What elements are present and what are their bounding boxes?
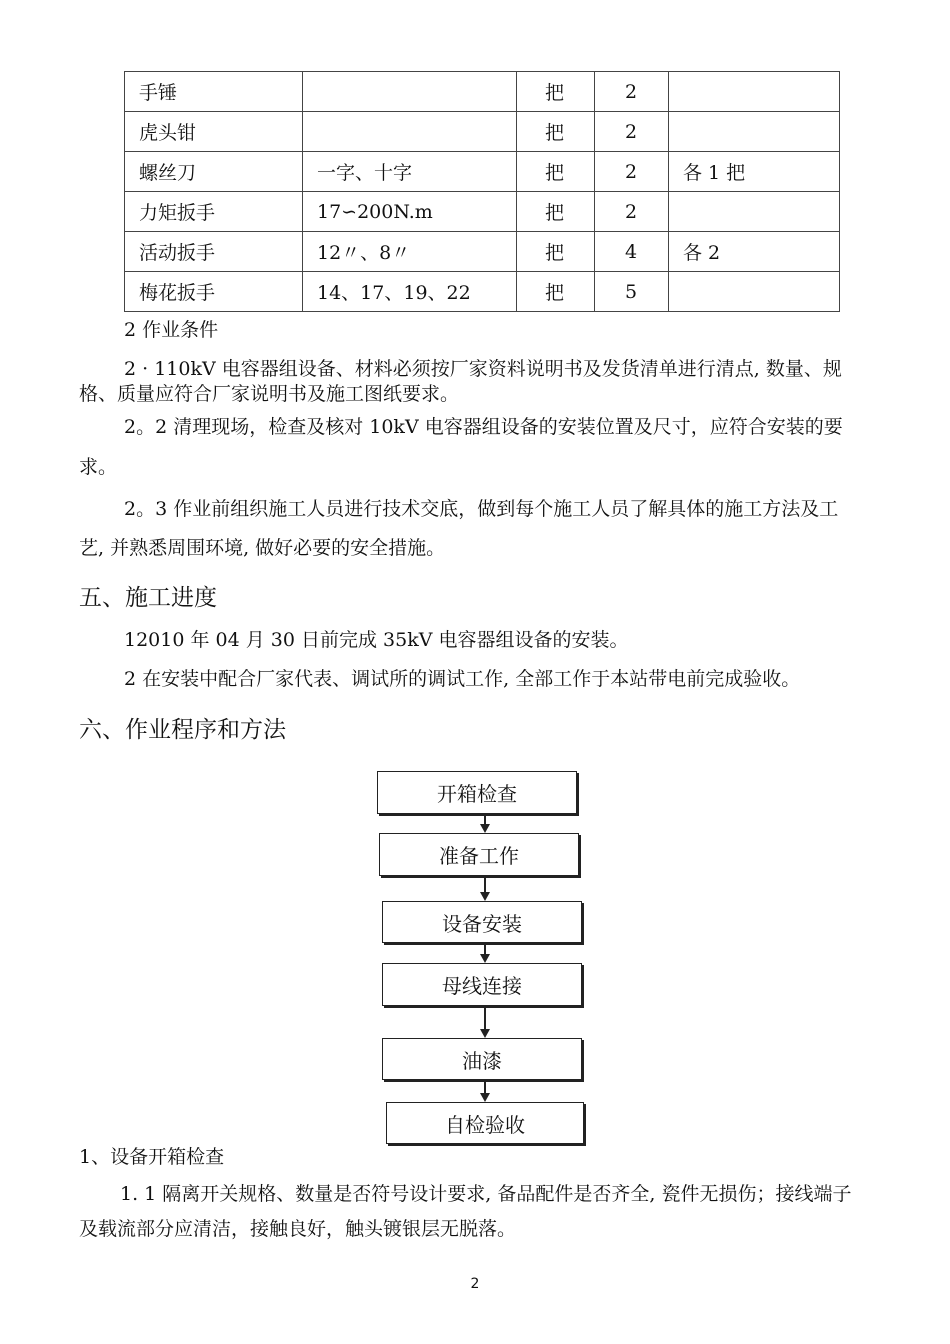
cell-spec — [303, 112, 517, 152]
inspection-1-1-line1: 1. 1 隔离开关规格、数量是否符号设计要求, 备品配件是否齐全, 瓷件无损伤；接线端子 — [120, 1183, 852, 1205]
table-row — [125, 152, 840, 192]
cell-name: 梅花扳手 — [125, 272, 303, 312]
cell-name: 虎头钳 — [125, 112, 303, 152]
table-row — [125, 232, 840, 272]
condition-2-1-line2: 格、质量应符合厂家说明书及施工图纸要求。 — [79, 383, 460, 405]
procedure-heading: 六、作业程序和方法 — [79, 717, 286, 743]
condition-2-1-line1: 2 · 110kV 电容器组设备、材料必须按厂家资料说明书及发货清单进行清点, 数量、规 — [124, 358, 842, 380]
cell-spec: 一字、十字 — [303, 152, 517, 192]
cell-qty: 5 — [595, 272, 669, 312]
flow-step: 油漆 — [382, 1038, 582, 1080]
cell-qty: 2 — [595, 72, 669, 112]
progress-heading: 五、施工进度 — [79, 585, 217, 611]
arrow-down-icon — [480, 954, 490, 963]
arrow-down-icon — [480, 1093, 490, 1102]
cell-qty: 4 — [595, 232, 669, 272]
cell-note — [669, 192, 840, 232]
condition-2-3-line1: 2。3 作业前组织施工人员进行技术交底，做到每个施工人员了解具体的施工方法及工 — [124, 498, 839, 520]
flow-step: 母线连接 — [382, 963, 582, 1006]
cell-spec: 12〃、8〃 — [303, 232, 517, 272]
progress-item-1: 12010 年 04 月 30 日前完成 35kV 电容器组设备的安装。 — [124, 629, 629, 651]
cell-note — [669, 72, 840, 112]
inspection-heading: 1、设备开箱检查 — [79, 1146, 225, 1168]
cell-spec: 14、17、19、22 — [303, 272, 517, 312]
cell-unit: 把 — [517, 152, 595, 192]
flow-step: 设备安装 — [382, 901, 582, 943]
cell-note — [669, 272, 840, 312]
cell-qty: 2 — [595, 112, 669, 152]
cell-name: 活动扳手 — [125, 232, 303, 272]
flow-step: 准备工作 — [379, 833, 579, 876]
cell-name: 手锤 — [125, 72, 303, 112]
page-number: 2 — [470, 1276, 480, 1292]
cell-spec: 17∽200N.m — [303, 192, 517, 232]
condition-2-3-line2: 艺, 并熟悉周围环境, 做好必要的安全措施。 — [79, 537, 446, 559]
table-row — [125, 72, 840, 112]
flow-step: 自检验收 — [386, 1102, 584, 1144]
arrow-down-icon — [480, 1029, 490, 1038]
conditions-heading: 2 作业条件 — [124, 319, 219, 341]
inspection-1-1-line2: 及载流部分应清洁，接触良好，触头镀银层无脱落。 — [79, 1218, 517, 1240]
condition-2-2-line2: 求。 — [79, 456, 118, 478]
cell-unit: 把 — [517, 72, 595, 112]
flow-connector — [484, 1006, 486, 1029]
cell-note: 各 2 — [669, 232, 840, 272]
cell-note: 各 1 把 — [669, 152, 840, 192]
cell-spec — [303, 72, 517, 112]
flow-step: 开箱检查 — [377, 771, 577, 814]
flow-connector — [484, 876, 486, 892]
arrow-down-icon — [480, 824, 490, 833]
cell-unit: 把 — [517, 112, 595, 152]
cell-name: 力矩扳手 — [125, 192, 303, 232]
arrow-down-icon — [480, 892, 490, 901]
table-row — [125, 272, 840, 312]
cell-note — [669, 112, 840, 152]
condition-2-2-line1: 2。2 清理现场，检查及核对 10kV 电容器组设备的安装位置及尺寸，应符合安装的要 — [124, 416, 843, 438]
cell-qty: 2 — [595, 152, 669, 192]
progress-item-2: 2 在安装中配合厂家代表、调试所的调试工作, 全部工作于本站带电前完成验收。 — [124, 668, 801, 690]
cell-qty: 2 — [595, 192, 669, 232]
flow-connector — [484, 943, 486, 954]
cell-unit: 把 — [517, 192, 595, 232]
flow-connector — [484, 1080, 486, 1093]
table-row — [125, 192, 840, 232]
table-row — [125, 112, 840, 152]
tools-table — [124, 71, 840, 312]
cell-unit: 把 — [517, 272, 595, 312]
cell-name: 螺丝刀 — [125, 152, 303, 192]
cell-unit: 把 — [517, 232, 595, 272]
flow-connector — [484, 814, 486, 824]
